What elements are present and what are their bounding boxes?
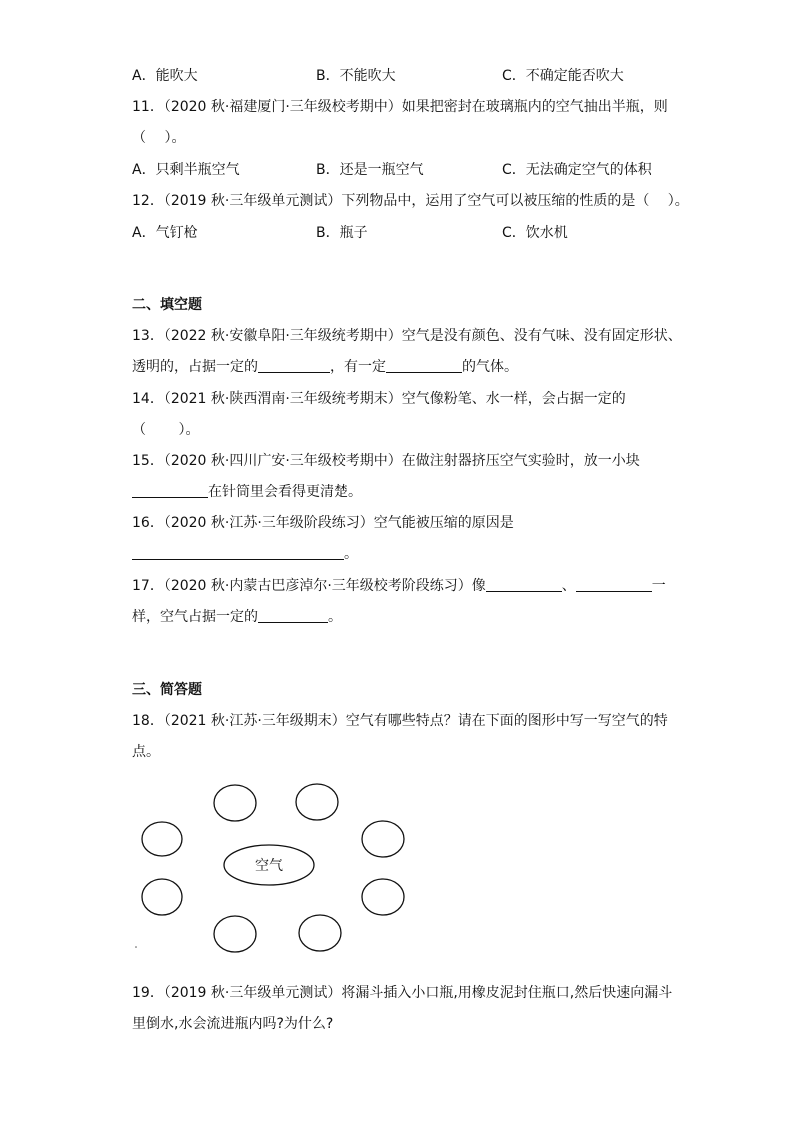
- blank-oval-6[interactable]: [362, 879, 404, 915]
- blank-oval-1[interactable]: [214, 785, 256, 821]
- q16-line2: [132, 545, 358, 563]
- q17-line1: [132, 577, 666, 595]
- q15-blank[interactable]: [132, 483, 208, 498]
- q17-end: 一: [651, 578, 666, 594]
- q13-blank-2[interactable]: [386, 358, 462, 373]
- q14-line1: 14．（2021 秋·陕西渭南·三年级统考期末）空气像粉笔、水一样，会占据一定的: [132, 391, 626, 407]
- q11-option-b: B．还是一瓶空气: [316, 162, 424, 178]
- q17-blank-3[interactable]: [258, 608, 328, 623]
- section-title-short-answer: 三、简答题: [132, 682, 202, 698]
- q17-sep: 、: [561, 578, 576, 594]
- blank-oval-2[interactable]: [296, 784, 338, 820]
- q16-line1: 16．（2020 秋·江苏·三年级阶段练习）空气能被压缩的原因是: [132, 515, 514, 531]
- q19-line1: 19．（2019 秋·三年级单元测试）将漏斗插入小口瓶,用橡皮泥封住瓶口,然后快速向漏斗: [132, 985, 673, 1001]
- q13-line1: 13．（2022 秋·安徽阜阳·三年级统考期中）空气是没有颜色、没有气味、没有固定形状、: [132, 328, 682, 344]
- q15-line1: 15．（2020 秋·四川广安·三年级校考期中）在做注射器挤压空气实验时，放一小块: [132, 453, 640, 469]
- q15-line2: [132, 483, 362, 501]
- section-title-fill-blank: 二、填空题: [132, 297, 202, 313]
- q18-line2: 点。: [132, 744, 160, 760]
- center-oval-label: 空气: [255, 858, 283, 874]
- q13-line2: [132, 358, 518, 376]
- q15-text: 在针筒里会看得更清楚。: [208, 484, 362, 500]
- blank-oval-7[interactable]: [214, 916, 256, 952]
- q17-line2: [132, 608, 342, 626]
- q11-option-c: C．无法确定空气的体积: [502, 162, 652, 178]
- q17-end2: 。: [328, 609, 342, 625]
- q14-line2: （ ）。: [132, 422, 200, 438]
- q12-stem: 12．（2019 秋·三年级单元测试）下列物品中，运用了空气可以被压缩的性质的是（ ）。: [132, 193, 689, 209]
- q11-stem-cont: （ ）。: [132, 130, 186, 146]
- q11-option-a: A．只剩半瓶空气: [132, 162, 240, 178]
- q11-stem: 11．（2020 秋·福建厦门·三年级校考期中）如果把密封在玻璃瓶内的空气抽出半瓶，则: [132, 99, 668, 115]
- q18-line1: 18．（2021 秋·江苏·三年级期末）空气有哪些特点？请在下面的图形中写一写空气的特: [132, 713, 668, 729]
- blank-oval-8[interactable]: [299, 915, 341, 951]
- q12-option-a: A．气钉枪: [132, 225, 198, 241]
- q12-option-b: B．瓶子: [316, 225, 368, 241]
- q16-blank[interactable]: [132, 545, 344, 560]
- q13-text-b: ，有一定: [330, 359, 386, 375]
- q17-text-a: 17．（2020 秋·内蒙古巴彦淖尔·三年级校考阶段练习）像: [132, 578, 486, 594]
- q16-end: 。: [344, 546, 358, 562]
- q17-blank-1[interactable]: [486, 577, 562, 592]
- q10-option-a: A．能吹大: [132, 68, 198, 84]
- blank-oval-3[interactable]: [142, 822, 182, 856]
- q12-option-c: C．饮水机: [502, 225, 568, 241]
- q17-blank-2[interactable]: [576, 577, 652, 592]
- q10-option-b: B．不能吹大: [316, 68, 396, 84]
- q13-text-a: 透明的，占据一定的: [132, 359, 258, 375]
- air-properties-diagram: [132, 775, 422, 955]
- q13-text-c: 的气体。: [462, 359, 518, 375]
- blank-oval-5[interactable]: [142, 879, 182, 915]
- q13-blank-1[interactable]: [258, 358, 330, 373]
- q19-line2: 里倒水,水会流进瓶内吗?为什么?: [132, 1016, 334, 1032]
- q17-text-b: 样，空气占据一定的: [132, 609, 258, 625]
- q10-option-c: C．不确定能否吹大: [502, 68, 624, 84]
- blank-oval-4[interactable]: [362, 821, 404, 857]
